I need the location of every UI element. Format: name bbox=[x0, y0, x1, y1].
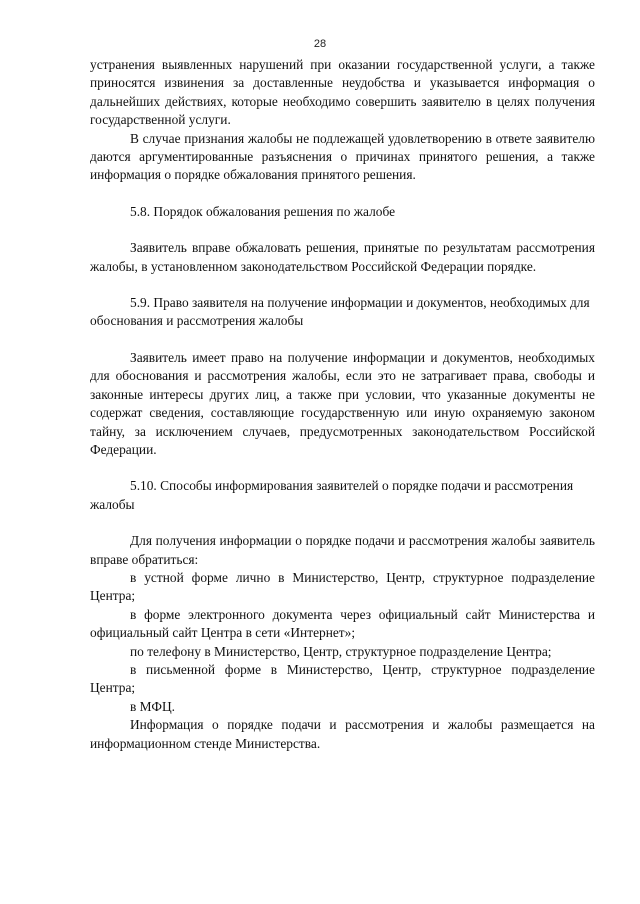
paragraph-complaint-rejected: В случае признания жалобы не подлежащей удовлетворению в ответе заявителю даются аргументированные разъяснения о причинах принятого решения, а также информация о порядке обжалования принятого решения. bbox=[90, 130, 595, 183]
section-heading-5-8: 5.8. Порядок обжалования решения по жалобе bbox=[130, 203, 396, 219]
list-item-oral-form: в устной форме лично в Министерство, Центр, структурное подразделение Центра; bbox=[90, 569, 595, 604]
section-heading-5-10: 5.10. Способы информирования заявителей о порядке подачи и рассмотрения жалобы bbox=[90, 478, 574, 512]
paragraph-information-right: Заявитель имеет право на получение информации и документов, необходимых для обоснования и рассмотрения жалобы, если это не затрагивает права, свободы и законные интересы других лиц, а также при условии, что указанные документы не содержат сведения, составляющие государственную или иную охраняемую законом тайну, за исключением случаев, предусмотренных законодательством Российской Федерации. bbox=[90, 349, 595, 457]
page-number: 28 bbox=[313, 38, 327, 50]
paragraph-complaint-satisfied-end: устранения выявленных нарушений при оказании государственной услуги, а также приносятся извинения за доставленные неудобства и указывается информация о дальнейших действиях, которые необходимо совершить заявителю в целях получения государственной услуги. bbox=[90, 57, 595, 128]
section-heading-5-9: 5.9. Право заявителя на получение информации и документов, необходимых для обоснования и рассмотрения жалобы bbox=[90, 295, 590, 329]
spacer bbox=[90, 185, 595, 203]
spacer bbox=[90, 276, 595, 294]
paragraph-information-ways-intro: Для получения информации о порядке подачи и рассмотрения жалобы заявитель вправе обратиться: bbox=[90, 533, 595, 567]
paragraph-information-stand: Информация о порядке подачи и рассмотрения и жалобы размещается на информационном стенде Министерства. bbox=[90, 717, 595, 751]
spacer bbox=[90, 221, 595, 239]
paragraph-appeal-right: Заявитель вправе обжаловать решения, принятые по результатам рассмотрения жалобы, в установленном законодательством Российской Федерации порядке. bbox=[90, 240, 595, 274]
spacer bbox=[90, 459, 595, 477]
list-item-electronic-form: в форме электронного документа через официальный сайт Министерства и официальный сайт Центра в сети «Интернет»; bbox=[90, 606, 595, 641]
list-item-mfc: в МФЦ. bbox=[130, 698, 175, 714]
spacer bbox=[90, 331, 595, 349]
list-item-telephone: по телефону в Министерство, Центр, структурное подразделение Центра; bbox=[130, 643, 552, 659]
list-item-written-form: в письменной форме в Министерство, Центр, структурное подразделение Центра; bbox=[90, 661, 595, 696]
document-body bbox=[90, 56, 595, 753]
spacer bbox=[90, 514, 595, 532]
